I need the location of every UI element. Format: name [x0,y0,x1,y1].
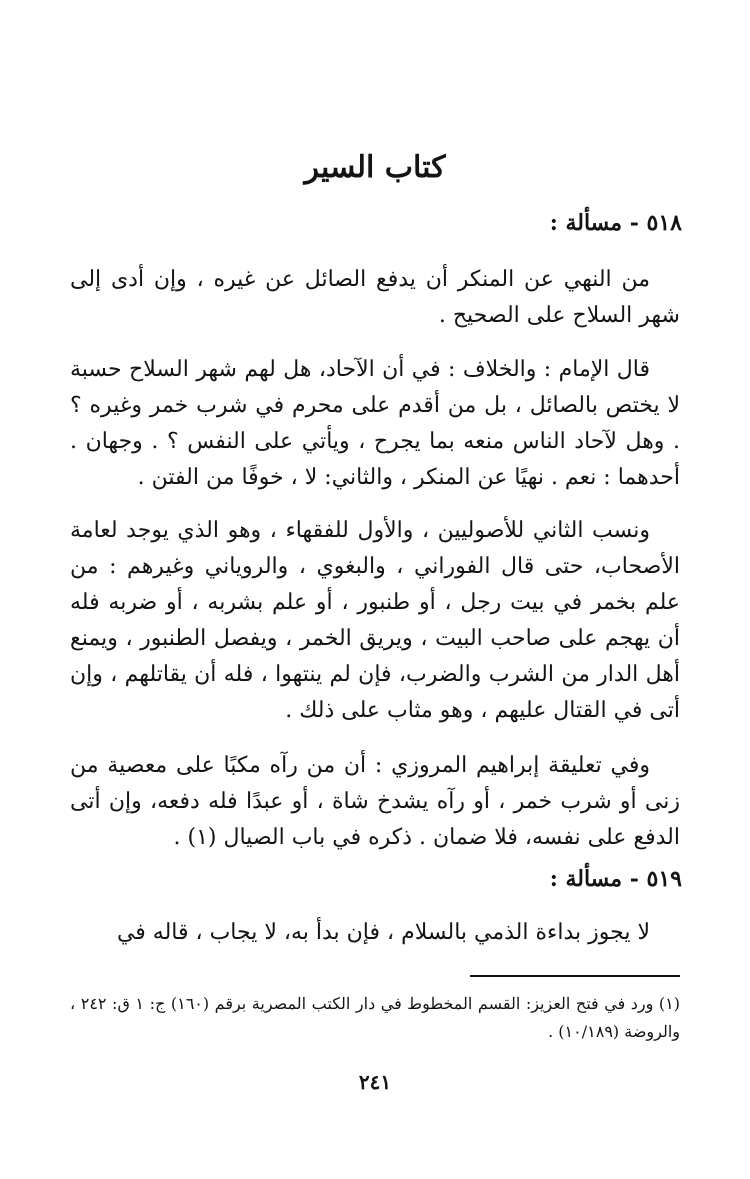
footnote: (١) ورد في فتح العزيز: القسم المخطوط في دار الكتب المصرية برقم (١٦٠) ج: ١ ق: ٢٤٢ ، والروضة (١٠/١٨٩) . [70,994,681,1041]
issue-heading-518: ٥١٨ - مسألة : [549,210,682,236]
footnote-separator [470,975,680,977]
issue-heading-519: ٥١٩ - مسألة : [549,866,682,892]
paragraph-1: من النهي عن المنكر أن يدفع الصائل عن غيره ، وإن أدى إلى شهر السلاح على الصحيح . [70,267,680,328]
paragraph-2: قال الإمام : والخلاف : في أن الآحاد، هل لهم شهر السلاح حسبة لا يختص بالصائل ، بل من أقدم على محرم في شرب خمر وغيره ؟ . وهل لآحاد الناس منعه بما يجرح ، ويأتي على النفس ؟ . وجهان . أحدهما : نعم . نهيًا عن المنكر ، والثاني: لا ، خوفًا من الفتن . [70,357,680,490]
chapter-title: كتاب السير [304,150,446,185]
paragraph-5: لا يجوز بداءة الذمي بالسلام ، فإن بدأ به، لا يجاب ، قاله في [116,920,650,945]
paragraph-4: وفي تعليقة إبراهيم المروزي : أن من رآه مكبًا على معصية من زنى أو شرب خمر ، أو رآه يشدخ شاة ، أو عبدًا فله دفعه، وإن أتى الدفع على نفسه، فلا ضمان . ذكره في باب الصيال (١) . [70,753,680,850]
page-number: ٢٤١ [358,1070,392,1094]
paragraph-3: ونسب الثاني للأصوليين ، والأول للفقهاء ، وهو الذي يوجد لعامة الأصحاب، حتى قال الفوراني ، والبغوي ، والروياني وغيرهم : من علم بخمر في بيت رجل ، أو طنبور ، أو علم بشربه ، أو ضربه فله أن يهجم على صاحب البيت ، ويريق الخمر ، ويفصل الطنبور ، ويمنع أهل الدار من الشرب والضرب، فإن لم ينتهوا ، فله أن يقاتلهم ، وإن أتى في القتال عليهم ، وهو مثاب على ذلك . [70,518,680,723]
